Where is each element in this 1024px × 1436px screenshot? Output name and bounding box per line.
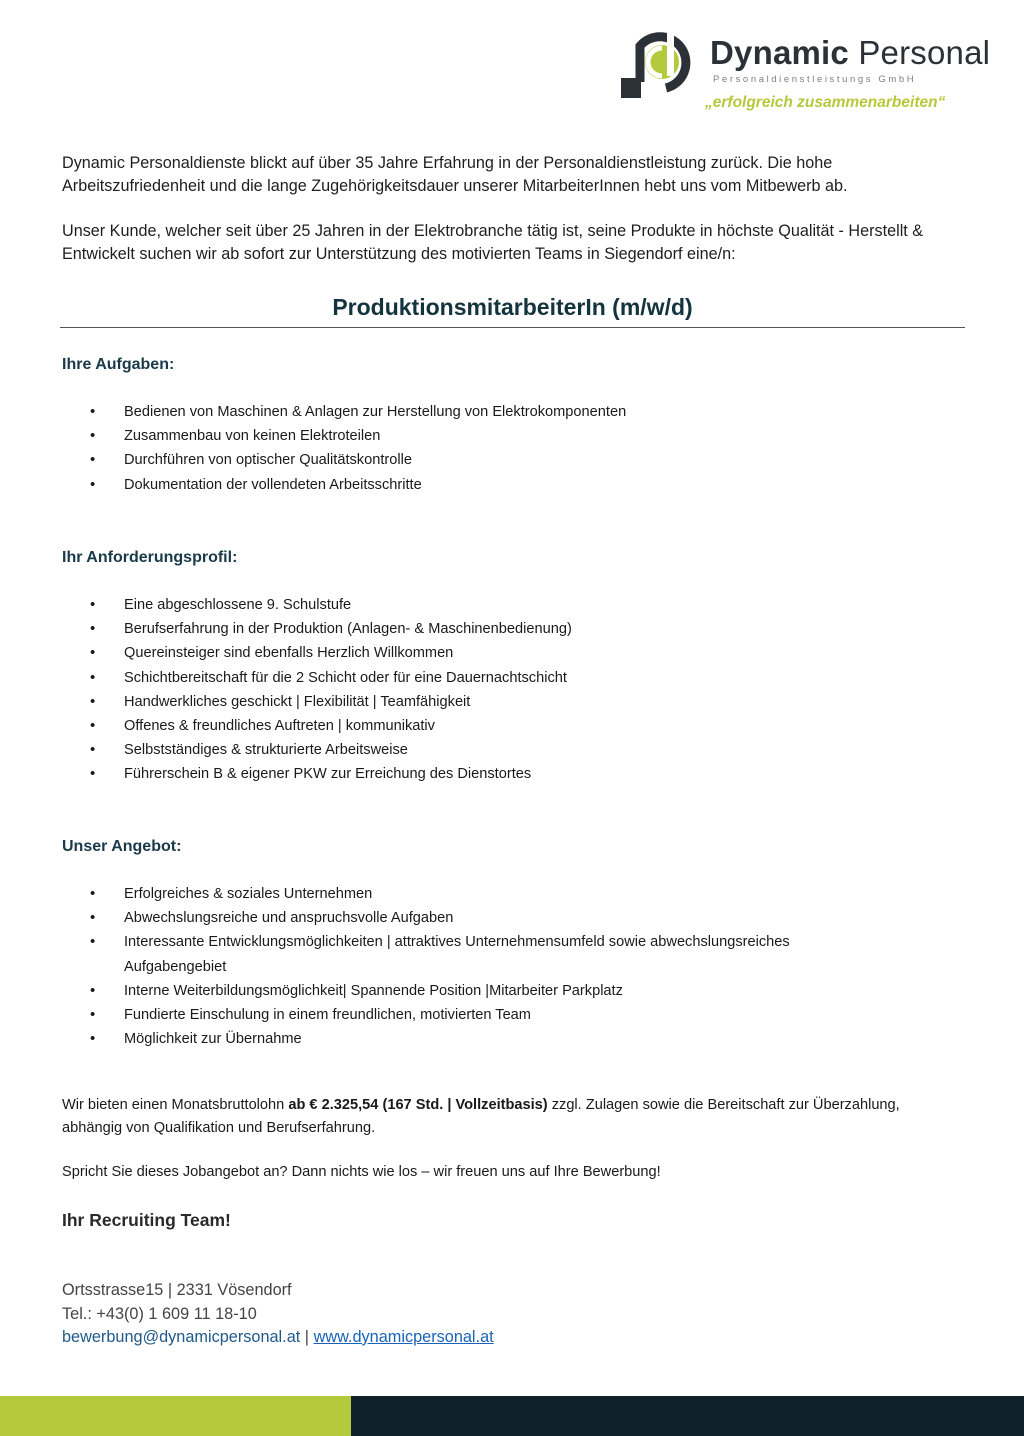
job-title: ProduktionsmitarbeiterIn (m/w/d) [60, 294, 965, 328]
website-link[interactable]: www.dynamicpersonal.at [313, 1328, 494, 1346]
list-item: • Dokumentation der vollendeten Arbeitsschritte [62, 473, 882, 497]
list-item: • Bedienen von Maschinen & Anlagen zur Herstellung von Elektrokomponenten [62, 400, 882, 424]
list-item: • Berufserfahrung in der Produktion (Anlagen- & Maschinenbedienung) [62, 617, 882, 641]
offer-heading: Unser Angebot: [62, 838, 182, 855]
email-link[interactable]: bewerbung@dynamicpersonal.at [62, 1328, 301, 1346]
list-item: • Führerschein B & eigener PKW zur Erreichung des Dienstortes [62, 762, 882, 786]
offer-list [62, 882, 882, 1051]
list-item: • Fundierte Einschulung in einem freundlichen, motivierten Team [62, 1003, 882, 1027]
list-item: • Abwechslungsreiche und anspruchsvolle Aufgaben [62, 906, 882, 930]
salary-paragraph: Wir bieten einen Monatsbruttolohn ab € 2.325,54 (167 Std. | Vollzeitbasis) zzgl. Zulagen sowie die Bereitschaft zur Überzahlung, abhängig von Qualifikation und Berufserfahrung. [62, 1097, 900, 1136]
list-item: • Eine abgeschlossene 9. Schulstufe [62, 593, 882, 617]
list-item: • Interessante Entwicklungsmöglichkeiten | attraktives Unternehmensumfeld sowie abwechslungsreiches Aufgabengebiet [62, 930, 882, 978]
brand-name: Dynamic Personal [710, 34, 991, 71]
contact-block [62, 1279, 494, 1350]
list-item: • Selbstständiges & strukturierte Arbeitsweise [62, 738, 882, 762]
footer-bar-dark [351, 1396, 1024, 1436]
brand-subtitle: Personaldienstleistungs GmbH [713, 74, 917, 85]
footer-bar-green [0, 1396, 351, 1436]
intro-paragraph-1: Dynamic Personaldienste blickt auf über 35 Jahre Erfahrung in der Personaldienstleistung zurück. Die hohe Arbeitszufriedenheit und die lange Zugehörigkeitsdauer unserer MitarbeiterInnen hebt uns vom Mitbewerb ab. [62, 154, 848, 195]
list-item: • Interne Weiterbildungsmöglichkeit| Spannende Position |Mitarbeiter Parkplatz [62, 979, 882, 1003]
signoff: Ihr Recruiting Team! [62, 1210, 231, 1230]
salary-amount: ab € 2.325,54 (167 Std. | Vollzeitbasis) [288, 1097, 548, 1113]
profile-list [62, 593, 882, 787]
list-item: • Handwerkliches geschickt | Flexibilität | Teamfähigkeit [62, 690, 882, 714]
list-item: • Schichtbereitschaft für die 2 Schicht oder für eine Dauernachtschicht [62, 666, 882, 690]
tasks-heading: Ihre Aufgaben: [62, 356, 175, 373]
list-item: • Möglichkeit zur Übernahme [62, 1027, 882, 1051]
list-item: • Offenes & freundliches Auftreten | kommunikativ [62, 714, 882, 738]
list-item: • Erfolgreiches & soziales Unternehmen [62, 882, 882, 906]
call-to-action: Spricht Sie dieses Jobangebot an? Dann nichts wie los – wir freuen uns auf Ihre Bewerbung! [62, 1164, 661, 1180]
phone: Tel.: +43(0) 1 609 11 18-10 [62, 1304, 257, 1323]
intro-paragraph-2: Unser Kunde, welcher seit über 25 Jahren in der Elektrobranche tätig ist, seine Produkte in höchste Qualität - Herstellt & Entwickelt suchen wir ab sofort zur Unterstützung des motivierten Teams in Siegendorf eine/n: [62, 222, 924, 263]
contact-links: bewerbung@dynamicpersonal.at | www.dynamicpersonal.at [62, 1328, 494, 1346]
list-item: • Zusammenbau von keinen Elektroteilen [62, 424, 882, 448]
list-item: • Quereinsteiger sind ebenfalls Herzlich Willkommen [62, 641, 882, 665]
slogan: „erfolgreich zusammenarbeiten“ [705, 94, 946, 111]
profile-heading: Ihr Anforderungsprofil: [62, 549, 238, 566]
tasks-list [62, 400, 882, 497]
dp-logo-icon [618, 24, 696, 98]
address: Ortsstrasse15 | 2331 Vösendorf [62, 1281, 292, 1299]
list-item: • Durchführen von optischer Qualitätskontrolle [62, 448, 882, 472]
intro [62, 152, 962, 266]
